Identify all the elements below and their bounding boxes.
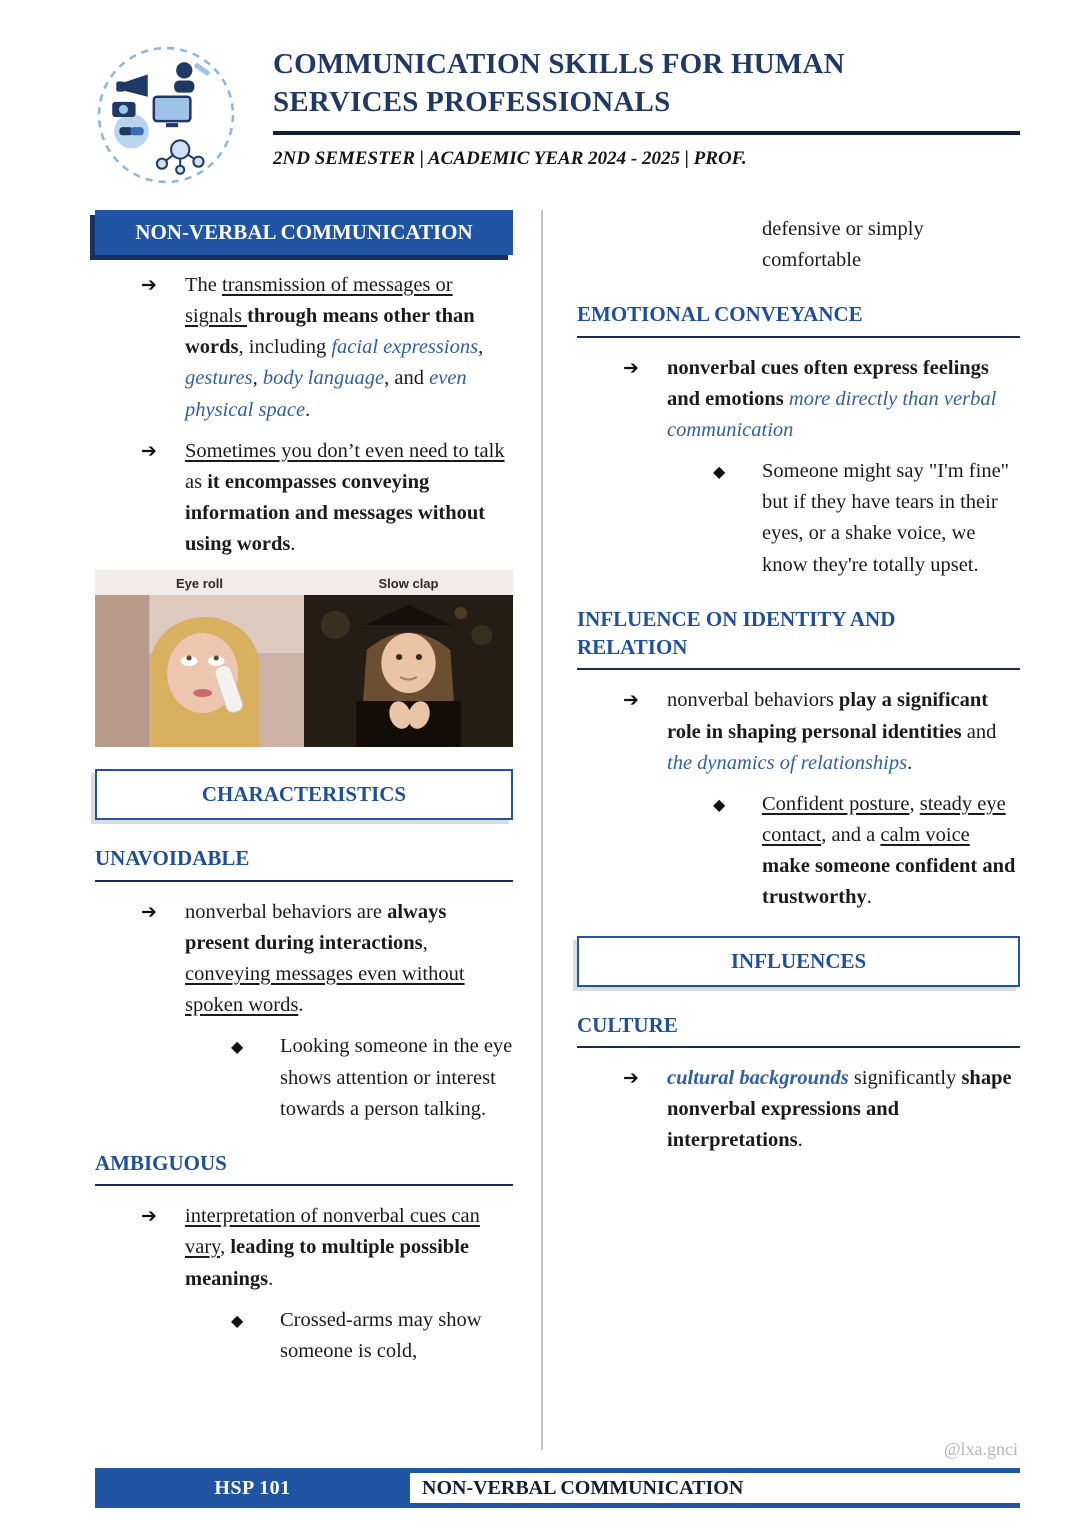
right-column — [543, 210, 1020, 1450]
bullet-text: nonverbal behaviors play a significant role in shaping personal identities and the dynamics of relationships. — [667, 689, 997, 774]
page-footer — [95, 1468, 1020, 1508]
list-item — [95, 897, 513, 1022]
influence-bullets — [577, 685, 1020, 778]
bullet-text: interpretation of nonverbal cues can vary, leading to multiple possible meanings. — [185, 1205, 480, 1290]
course-logo — [95, 44, 237, 186]
bullet-text: nonverbal behaviors are always present during interactions, conveying messages even without spoken words. — [185, 900, 465, 1017]
content-columns — [95, 210, 1020, 1450]
continuation-text: defensive or simply comfortable — [762, 218, 924, 272]
influence-sub-bullets — [577, 789, 1020, 914]
bullet-text: Sometimes you don’t even need to talk as it encompasses conveying information and messages without using words. — [185, 439, 505, 556]
heading-text: INFLUENCE ON IDENTITY AND RELATION — [577, 606, 896, 660]
arrow-bullet-icon: ➔ — [141, 274, 157, 296]
left-column — [95, 210, 543, 1450]
heading-culture — [577, 1011, 1020, 1048]
arrow-bullet-icon: ➔ — [141, 900, 157, 923]
eye-roll-image — [95, 595, 304, 747]
list-item — [95, 436, 513, 561]
heading-text: CULTURE — [577, 1012, 678, 1037]
arrow-bullet-icon: ➔ — [141, 439, 157, 462]
list-item — [577, 456, 1020, 581]
bullet-text: Crossed-arms may show someone is cold, — [280, 1308, 482, 1362]
heading-unavoidable — [95, 844, 513, 881]
example-images — [95, 570, 513, 747]
bullet-text: The transmission of messages or signals through means other than words, including facial expressions, gestures, body language, and even physical space. — [185, 274, 484, 421]
list-item — [577, 789, 1020, 914]
footer-course-code: HSP 101 — [95, 1468, 410, 1508]
list-item — [577, 353, 1020, 446]
footer-section-title: NON-VERBAL COMMUNICATION — [410, 1468, 1020, 1508]
characteristics-box: CHARACTERISTICS — [95, 769, 513, 820]
heading-ambiguous — [95, 1149, 513, 1186]
influences-box: INFLUENCES — [577, 936, 1020, 987]
bullet-text: Looking someone in the eye shows attention or interest towards a person talking. — [280, 1035, 513, 1120]
communication-logo-icon — [95, 44, 237, 186]
bullet-text: Someone might say "I'm fine" but if they have tears in their eyes, or a shake voice, we know they're totally upset. — [762, 460, 1010, 576]
eye-roll-caption: Eye roll — [176, 576, 223, 592]
ambiguous-sub-bullets — [95, 1305, 513, 1367]
title-line-2: SERVICES PROFESSIONALS — [273, 85, 671, 118]
unavoidable-bullets — [95, 897, 513, 1022]
header-subtitle: 2ND SEMESTER | ACADEMIC YEAR 2024 - 2025 | PROF. — [273, 148, 747, 170]
header-text — [273, 42, 1020, 186]
arrow-bullet-icon: ➔ — [623, 1066, 639, 1089]
heading-emotional-conveyance — [577, 300, 1020, 337]
arrow-bullet-icon: ➔ — [141, 1205, 157, 1228]
title-line-1: COMMUNICATION SKILLS FOR HUMAN — [273, 48, 845, 80]
list-item — [95, 1305, 513, 1367]
slow-clap-image — [304, 595, 513, 747]
watermark: @lxa.gnci — [943, 1439, 1018, 1459]
ambiguous-bullets — [95, 1201, 513, 1294]
intro-bullet-list — [95, 270, 513, 560]
heading-text: EMOTIONAL CONVEYANCE — [577, 302, 863, 327]
slow-clap-caption: Slow clap — [378, 576, 439, 592]
bullet-text: cultural backgrounds significantly shape nonverbal expressions and interpretations. — [667, 1066, 1012, 1152]
heading-influence-identity — [577, 605, 1020, 671]
culture-bullets — [577, 1063, 1020, 1156]
heading-text: AMBIGUOUS — [95, 1150, 227, 1175]
arrow-bullet-icon: ➔ — [623, 356, 639, 379]
diamond-bullet-icon: ◆ — [231, 1037, 244, 1057]
emotional-bullets — [577, 353, 1020, 446]
bullet-text: Confident posture, steady eye contact, and a calm voice make someone confident and trustworthy. — [762, 792, 1016, 909]
list-item — [95, 270, 513, 426]
page-header — [95, 42, 1020, 186]
eye-roll-figure — [95, 570, 304, 747]
list-item — [95, 1201, 513, 1294]
diamond-bullet-icon: ◆ — [713, 794, 726, 814]
section-banner-nonverbal: NON-VERBAL COMMUNICATION — [95, 210, 513, 255]
diamond-bullet-icon: ◆ — [231, 1310, 244, 1330]
heading-text: UNAVOIDABLE — [95, 846, 250, 871]
diamond-bullet-icon: ◆ — [713, 462, 726, 482]
list-item — [577, 1063, 1020, 1156]
unavoidable-sub-bullets — [95, 1031, 513, 1124]
emotional-sub-bullets — [577, 456, 1020, 581]
bullet-text: nonverbal cues often express feelings and emotions more directly than verbal communication — [667, 356, 997, 441]
header-rule — [273, 131, 1020, 135]
arrow-bullet-icon: ➔ — [623, 689, 639, 712]
page-title — [273, 46, 1020, 121]
list-item — [95, 1031, 513, 1124]
list-item — [577, 685, 1020, 778]
slow-clap-figure — [304, 570, 513, 747]
